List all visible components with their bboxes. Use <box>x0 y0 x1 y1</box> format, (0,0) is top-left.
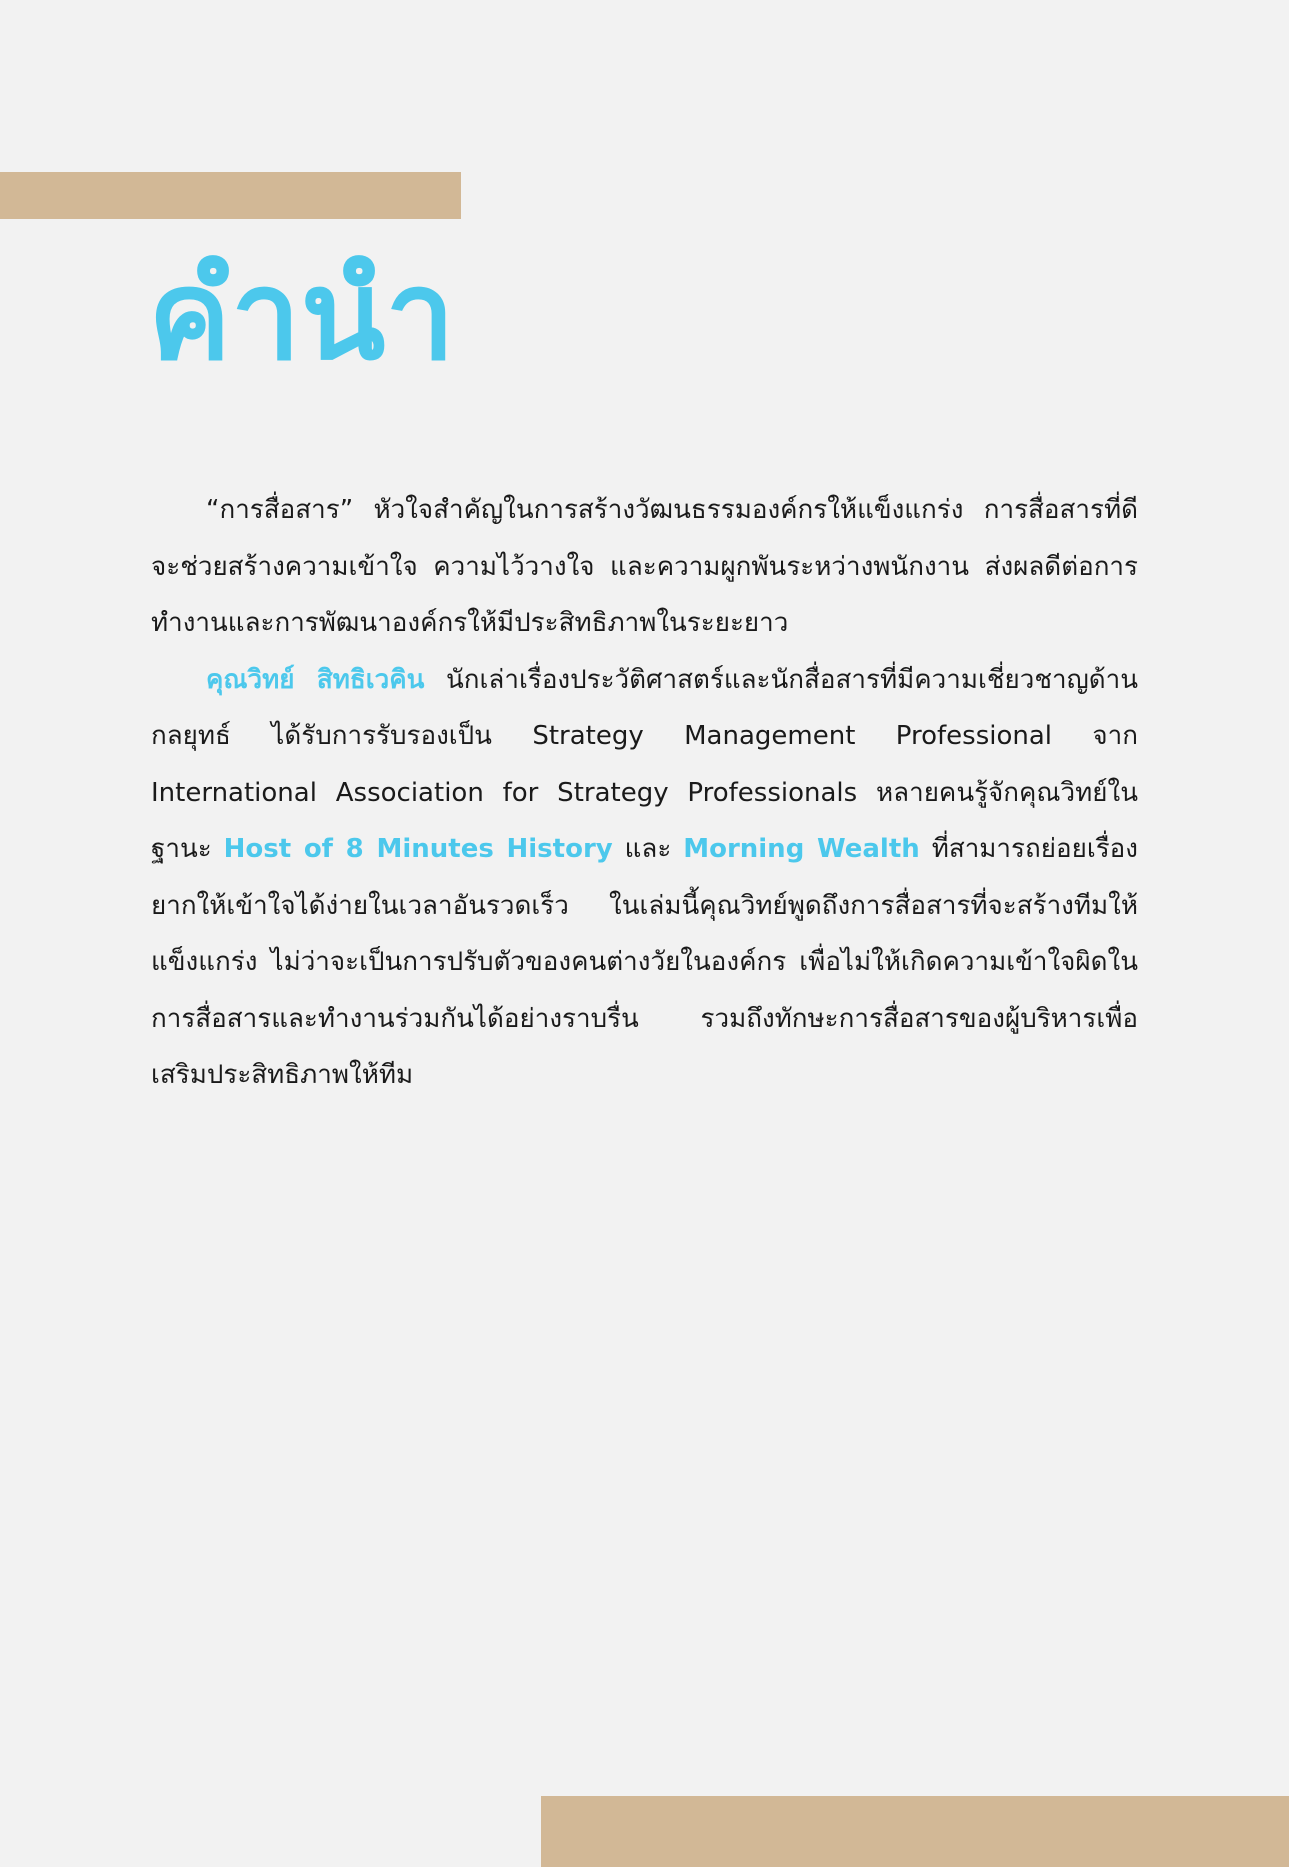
author-bio-text: นักเล่าเรื่องประวัติศาสตร์และนักสื่อสารที่มีความเชี่ยวชาญด้านกลยุทธ์ ได้รับการรับรองเป็น Strategy Management Professional จาก International Association for Strategy Professionals หลายคนรู้จักคุณวิทย์ในฐานะ <box>151 664 1138 864</box>
closing-text: ที่สามารถย่อยเรื่องยากให้เข้าใจได้ง่ายในเวลาอันรวดเร็ว ในเล่มนี้คุณวิทย์พูดถึงการสื่อสารที่จะสร้างทีมให้แข็งแกร่ง ไม่ว่าจะเป็นการปรับตัวของคนต่างวัยในองค์กร เพื่อไม่ให้เกิดความเข้าใจผิดในการสื่อสารและทำงานร่วมกันได้อย่างราบรื่น รวมถึงทักษะการสื่อสารของผู้บริหารเพื่อเสริมประสิทธิภาพให้ทีม <box>151 834 1138 1090</box>
top-decor-bar <box>0 172 461 219</box>
show-name-morning-wealth: Morning Wealth <box>683 834 920 864</box>
intro-paragraph-1: “การสื่อสาร” หัวใจสำคัญในการสร้างวัฒนธรรมองค์กรให้แข็งแกร่ง การสื่อสารที่ดีจะช่วยสร้างความเข้าใจ ความไว้วางใจ และความผูกพันระหว่างพนักงาน ส่งผลดีต่อการทำงานและการพัฒนาองค์กรให้มีประสิทธิภาพในระยะยาว <box>151 495 1138 638</box>
intro-paragraph-2 <box>151 652 1138 1104</box>
intro-body <box>151 482 1138 1104</box>
connector-text: และ <box>612 834 684 864</box>
show-name-8-minutes-history: Host of 8 Minutes History <box>223 834 613 864</box>
author-name: คุณวิทย์ สิทธิเวคิน <box>206 664 425 695</box>
page-title: คำนำ <box>148 244 455 388</box>
bottom-decor-bar <box>541 1796 1289 1867</box>
